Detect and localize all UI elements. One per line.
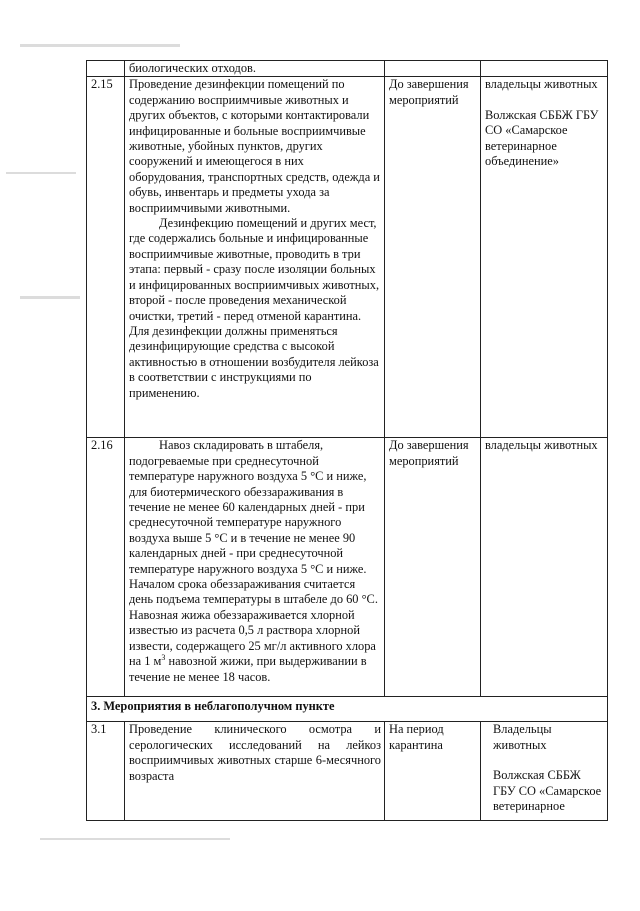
responsible-org: Волжская СББЖ ГБУ СО «Самарское ветеринарное (493, 768, 602, 814)
row-term: На период карантина (385, 722, 481, 821)
section-row (87, 697, 608, 722)
paragraph: Проведение дезинфекции помещений по содержанию восприимчивые животных и других объектов, с которыми контактировали инфицированные и больные восприимчивые животные, убойных пунктов, других сооружений и имеющегося в них оборудования, транспортных средств, одежда и обувь, инвентарь и предметы ухода за восприимчивыми животными. (129, 77, 380, 215)
paragraph: навозной жижи, при выдерживании в течение не менее 18 часов. (129, 654, 367, 684)
table-row (87, 722, 608, 821)
section-title: 3. Мероприятия в неблагополучном пункте (87, 697, 608, 722)
responsible-owner: Владельцы животных (493, 722, 552, 752)
row-number: 2.15 (87, 77, 125, 438)
row-number: 3.1 (87, 722, 125, 821)
scan-noise (6, 172, 76, 174)
responsible-owner: владельцы животных (485, 438, 598, 453)
row-measure-text (125, 77, 385, 438)
measures-table (86, 60, 608, 821)
superscript: 3 (161, 652, 166, 662)
scan-noise (20, 44, 180, 47)
row-term: До завершения мероприятий (385, 438, 481, 697)
table-row (87, 61, 608, 77)
responsible-owner: владельцы животных (485, 77, 598, 92)
responsible-org: Волжская СББЖ ГБУ СО «Самарское ветеринарное объединение» (485, 107, 599, 169)
scan-noise (40, 838, 230, 840)
paragraph: Для дезинфекции должны применяться дезинфицирующие средства с высокой активностью в отношении возбудителя лейкоза в соответствии с инструкциями по применению. (129, 323, 379, 400)
table-row (87, 438, 608, 697)
scan-noise (20, 296, 80, 299)
row-responsible (481, 438, 608, 697)
row-text: биологических отходов. (125, 61, 385, 77)
row-responsible (481, 77, 608, 438)
paragraph: Дезинфекцию помещений и других мест, где содержались больные и инфицированные восприимчивые животные, проводить в три этапа: первый - сразу после изоляции больных и инфицированных восприимчивых животных, второй - после проведения механической очистки, третий - перед отменой карантина. (129, 216, 380, 323)
paragraph: Навоз складировать в штабеля, подогреваемые при среднесуточной температуре наружного воздуха 5 °С и ниже, для биотермического обеззараживания в течение не менее 60 календарных дней - при среднесуточной температуре наружного воздуха выше 5 °С и в течение не менее 90 календарных дней - при среднесуточной температуре наружного воздуха 5 °С и ниже. Началом срока обеззараживания считается день подъема температуры в штабеле до 60 °С. Навозная жижа обеззараживается хлорной известью из расчета 0,5 л раствора хлорной извести, содержащего 25 мг/л активного хлора на 1 м (129, 438, 378, 669)
row-term: До завершения мероприятий (385, 77, 481, 438)
row-number: 2.16 (87, 438, 125, 697)
row-responsible (481, 722, 608, 821)
row-measure-text (125, 438, 385, 697)
row-measure-text: Проведение клинического осмотра и серологических исследований на лейкоз восприимчивых животных старше 6-месячного возраста (125, 722, 385, 821)
table-row (87, 77, 608, 438)
